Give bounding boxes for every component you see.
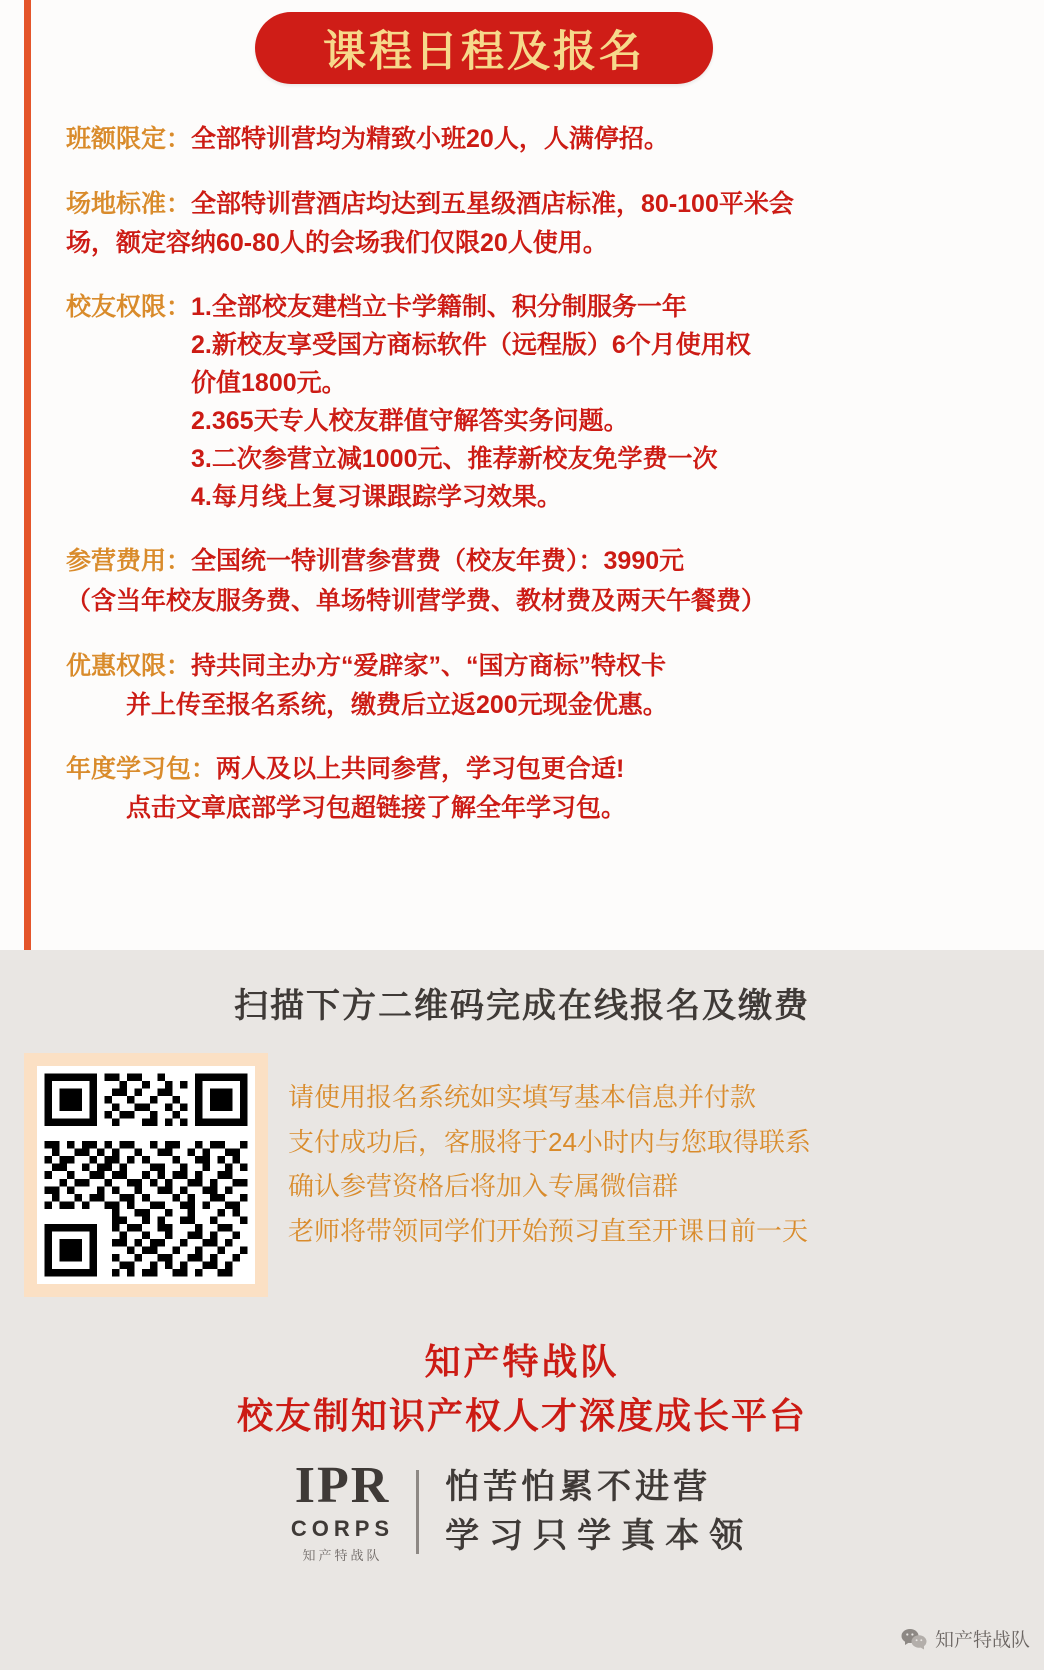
slogan-block (445, 1463, 753, 1562)
slogan-line-1: 怕苦怕累不进营 (445, 1467, 712, 1506)
info-value: 两人及以上共同参营，学习包更合适! (216, 754, 625, 783)
wechat-icon (901, 1628, 927, 1650)
info-value-line: 1.全部校友建档立卡学籍制、积分制服务一年 (191, 292, 687, 321)
info-value: 全部特训营均为精致小班20人，人满停招。 (191, 125, 669, 153)
logo-ipr-text: IPR (294, 1457, 391, 1514)
info-value: 全部特训营酒店均达到五星级酒店标准，80-100平米会 (191, 189, 794, 218)
slogan-line-2: 学习只学真本领 (445, 1517, 754, 1555)
info-value-line: 3.二次参营立减1000元、推荐新校友免学费一次 (191, 444, 718, 473)
logo-corps-text: CORPS (290, 1516, 395, 1541)
qr-instructions (288, 1075, 1018, 1254)
scan-title: 扫描下方二维码完成在线报名及缴费 (234, 987, 810, 1025)
info-label: 场地标准： (66, 189, 192, 218)
brand-name: 知产特战队 (424, 1341, 620, 1382)
left-accent-bar (24, 0, 31, 950)
info-label: 年度学习包： (66, 754, 217, 783)
qr-code-container[interactable] (24, 1053, 268, 1297)
info-label: 班额限定： (66, 125, 192, 153)
logo-chinese-text: 知产特战队 (302, 1548, 383, 1563)
logo-divider (416, 1470, 419, 1554)
info-label: 参营费用： (66, 546, 192, 575)
page-title: 课程日程及报名 (255, 12, 713, 84)
info-value-note: （含当年校友服务费、单场特训营学费、教材费及两天午餐费） (66, 587, 767, 616)
info-value-group (191, 288, 751, 516)
qr-code-icon (37, 1066, 255, 1284)
content-list (66, 120, 986, 853)
qr-instruction-line: 老师将带领同学们开始预习直至开课日前一天 (288, 1216, 809, 1247)
info-value-cont: 并上传至报名系统，缴费后立返200元现金优惠。 (126, 690, 668, 719)
info-value-line: 2.新校友享受国方商标软件（远程版）6个月使用权 (191, 330, 751, 359)
info-value-line: 4.每月线上复习课跟踪学习效果。 (191, 482, 562, 511)
logo-area (0, 1457, 1044, 1564)
info-block-study-package (66, 750, 986, 827)
wechat-account-badge[interactable] (901, 1625, 1030, 1652)
qr-instruction-line: 请使用报名系统如实填写基本信息并付款 (288, 1082, 757, 1112)
qr-instruction-line: 支付成功后，客服将于24小时内与您取得联系 (288, 1126, 811, 1157)
info-value-line: 2.365天专人校友群值守解答实务问题。 (191, 406, 629, 435)
bottom-section (0, 950, 1044, 1670)
info-label: 优惠权限： (66, 652, 192, 680)
info-block-alumni-rights (66, 288, 986, 516)
info-value: 持共同主办方“爱辟家”、“国方商标”特权卡 (191, 652, 667, 680)
wechat-account-name: 知产特战队 (934, 1630, 1030, 1651)
info-block-venue (66, 185, 986, 262)
info-label: 校友权限： (66, 292, 192, 321)
info-block-fee (66, 542, 986, 622)
qr-instruction-line: 确认参营资格后将加入专属微信群 (288, 1171, 679, 1202)
info-value-line: 价值1800元。 (191, 368, 347, 397)
brand-tagline: 校友制知识产权人才深度成长平台 (236, 1395, 807, 1436)
info-block-discount (66, 647, 986, 724)
info-value-cont: 点击文章底部学习包超链接了解全年学习包。 (126, 793, 627, 822)
ipr-logo (290, 1457, 416, 1564)
brand-block (0, 1335, 1044, 1443)
info-value-cont: 场，额定容纳60-80人的会场我们仅限20人使用。 (66, 228, 608, 257)
info-value: 全国统一特训营参营费（校友年费）：3990元 (191, 546, 685, 575)
info-block-class-size (66, 120, 986, 159)
